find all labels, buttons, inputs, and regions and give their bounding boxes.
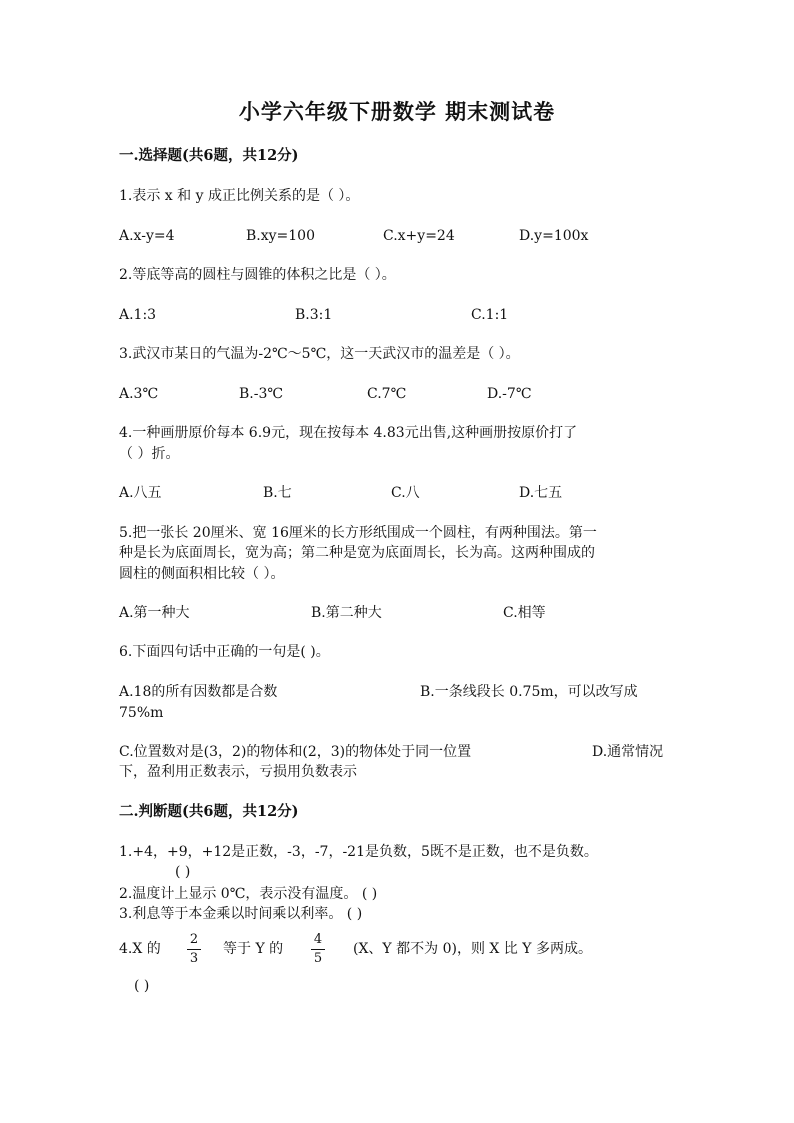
judgement-4-middle: 等于 Y 的 [223,941,284,957]
judgement-4-prefix: 4.X 的 [119,941,161,957]
exam-title: 小学六年级下册数学 期末测试卷 [238,99,556,124]
question-1-stem: 1.表示 x 和 y 成正比例关系的是（ ）。 [119,188,360,204]
question-4-stem-line1: 4.一种画册原价每本 6.9元，现在按每本 4.83元出售,这种画册按原价打了 [119,425,578,441]
question-3-option-c: C.7℃ [367,386,407,402]
question-6-option-b-line2: 75%m [119,705,164,721]
fraction-2-numerator: 4 [313,932,323,947]
fraction-1-bar [187,949,201,950]
judgement-1-line1: 1.+4，+9，+12是正数，-3，-7，-21是负数，5既不是正数，也不是负数。 [119,844,598,860]
question-4-option-c: C.八 [391,485,420,501]
question-6-option-d-line2: 下，盈利用正数表示，亏损用负数表示 [119,764,357,780]
question-2-stem: 2.等底等高的圆柱与圆锥的体积之比是（ ）。 [119,267,396,283]
question-1-option-b: B.xy=100 [246,228,315,244]
question-5-stem-line3: 圆柱的侧面积相比较（ ）。 [119,566,285,582]
judgement-2: 2.温度计上显示 0℃，表示没有温度。 ( ) [119,886,378,902]
section-heading-judgement: 二.判断题(共6题，共12分) [119,803,299,820]
question-4-stem-line2: （ ）折。 [119,446,180,462]
question-1-option-a: A.x-y=4 [119,228,175,244]
question-2-option-b: B.3:1 [295,307,333,323]
judgement-4-fraction-1 [185,932,203,967]
question-3-stem: 3.武汉市某日的气温为-2℃～5℃，这一天武汉市的温差是（ ）。 [119,346,520,362]
judgement-1-answer: ( ) [175,864,191,880]
fraction-1-numerator: 2 [189,932,199,947]
fraction-1-denominator: 3 [189,951,199,966]
question-1-option-c: C.x+y=24 [383,228,455,244]
question-1-option-d: D.y=100x [519,228,589,244]
question-4-option-a: A.八五 [119,485,162,501]
question-3-option-b: B.-3℃ [239,386,284,402]
judgement-3: 3.利息等于本金乘以时间乘以利率。 ( ) [119,906,363,922]
question-3-option-d: D.-7℃ [487,386,532,402]
question-5-stem-line1: 5.把一张长 20厘米、宽 16厘米的长方形纸围成一个圆柱，有两种围法。第一 [119,525,597,541]
question-2-option-a: A.1:3 [119,307,157,323]
judgement-4-answer: ( ) [134,978,150,994]
question-5-stem-line2: 种是长为底面周长，宽为高；第二种是宽为底面周长，长为高。这两种围成的 [119,545,595,561]
question-6-stem: 6.下面四句话中正确的一句是( )。 [119,644,330,660]
question-6-option-c: C.位置数对是(3，2)的物体和(2，3)的物体处于同一位置 [119,744,472,760]
section-heading-choice: 一.选择题(共6题，共12分) [119,147,299,164]
question-3-option-a: A.3℃ [119,386,159,402]
question-6-option-a: A.18的所有因数都是合数 [119,684,278,700]
question-5-option-c: C.相等 [503,605,546,621]
question-6-option-b-line1: B.一条线段长 0.75m，可以改写成 [420,684,638,700]
question-4-option-d: D.七五 [519,485,563,501]
fraction-2-denominator: 5 [313,951,323,966]
question-4-option-b: B.七 [263,485,292,501]
question-6-option-d-line1: D.通常情况 [592,744,664,760]
question-5-option-a: A.第一种大 [119,605,190,621]
question-2-option-c: C.1:1 [471,307,509,323]
judgement-4-suffix: (X、Y 都不为 0)，则 X 比 Y 多两成。 [353,941,592,957]
question-5-option-b: B.第二种大 [311,605,382,621]
judgement-4-fraction-2 [309,932,327,967]
fraction-2-bar [311,949,325,950]
